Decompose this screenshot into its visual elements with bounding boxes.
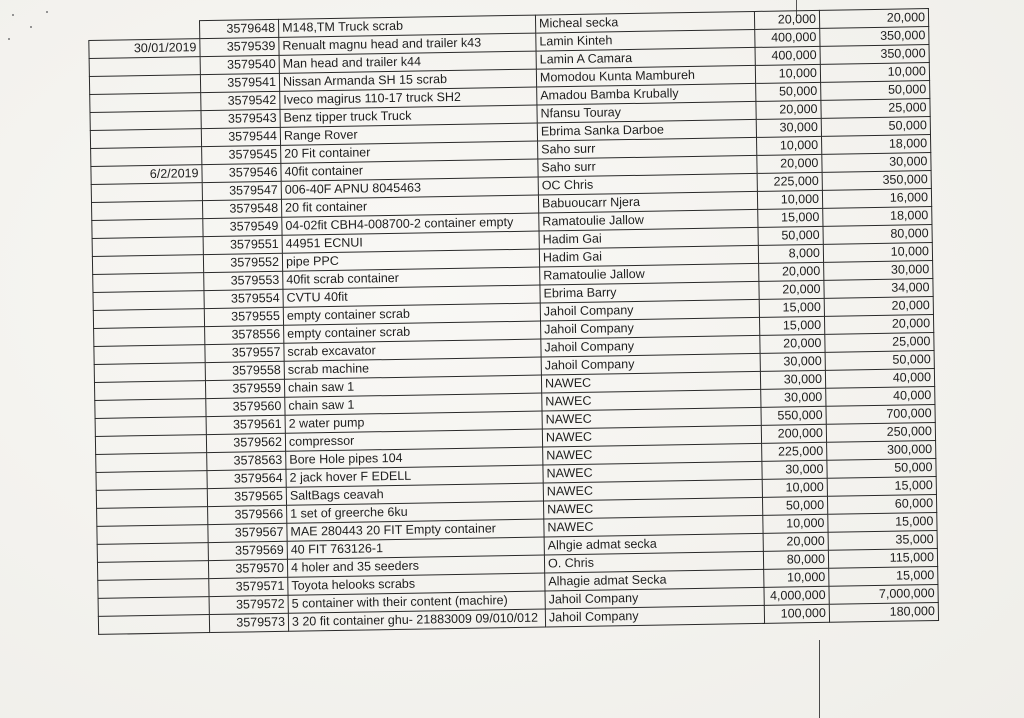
- row-date: [94, 327, 205, 347]
- row-description: 40fit container: [281, 159, 538, 181]
- row-date: [95, 435, 206, 455]
- row-description: pipe PPC: [282, 249, 539, 271]
- row-value-1: 20,000: [759, 262, 824, 281]
- row-description: MAE 280443 20 FIT Empty container: [287, 519, 544, 541]
- row-value-1: 200,000: [761, 424, 826, 443]
- row-number: 3579555: [204, 307, 283, 326]
- row-value-2: 15,000: [829, 566, 938, 586]
- row-value-2: 80,000: [823, 225, 932, 245]
- row-date: [93, 309, 204, 329]
- row-description: empty container scrab: [284, 321, 541, 343]
- row-value-1: 10,000: [763, 514, 828, 533]
- row-number: 3579561: [206, 415, 285, 434]
- row-number: 3579648: [199, 19, 278, 38]
- row-value-1: 20,000: [756, 100, 821, 119]
- row-value-2: 18,000: [821, 135, 930, 155]
- row-value-2: 34,000: [824, 279, 933, 299]
- row-number: 3579572: [209, 595, 288, 614]
- row-name: O. Chris: [544, 551, 763, 573]
- row-number: 3579571: [209, 577, 288, 596]
- row-name: NAWEC: [543, 479, 762, 501]
- row-value-2: 20,000: [824, 297, 933, 317]
- row-value-2: 30,000: [824, 261, 933, 281]
- row-date: [92, 255, 203, 275]
- row-name: NAWEC: [542, 407, 761, 429]
- row-number: 3579566: [208, 505, 287, 524]
- row-name: Ebrima Sanka Darboe: [537, 119, 756, 141]
- row-name: Ebrima Barry: [540, 281, 759, 303]
- row-name: NAWEC: [542, 389, 761, 411]
- row-name: Momodou Kunta Mambureh: [536, 65, 755, 87]
- row-value-2: 7,000,000: [829, 584, 938, 604]
- row-value-1: 8,000: [758, 244, 823, 263]
- row-number: 3579542: [201, 91, 280, 110]
- row-number: 3578556: [205, 325, 284, 344]
- row-date: 6/2/2019: [91, 165, 202, 185]
- row-number: 3579554: [204, 289, 283, 308]
- row-value-2: 50,000: [821, 117, 930, 137]
- row-number: 3579540: [200, 55, 279, 74]
- row-name: NAWEC: [543, 443, 762, 465]
- row-date: [90, 129, 201, 149]
- row-value-1: 30,000: [760, 352, 825, 371]
- row-date: [89, 21, 200, 41]
- row-value-2: 300,000: [827, 441, 936, 461]
- row-date: 30/01/2019: [89, 39, 200, 59]
- row-value-2: 50,000: [825, 351, 934, 371]
- row-value-2: 40,000: [825, 369, 934, 389]
- row-name: NAWEC: [544, 515, 763, 537]
- row-value-2: 40,000: [826, 387, 935, 407]
- row-description: 006-40F APNU 8045463: [281, 177, 538, 199]
- row-name: Amadou Bamba Krubally: [537, 83, 756, 105]
- row-number: 3579570: [208, 559, 287, 578]
- row-date: [92, 219, 203, 239]
- row-name: Jahoil Company: [541, 353, 760, 375]
- row-name: Nfansu Touray: [537, 101, 756, 123]
- row-number: 3579553: [204, 271, 283, 290]
- ledger-body: [89, 9, 939, 635]
- row-value-2: 350,000: [820, 27, 929, 47]
- row-number: 3579565: [207, 487, 286, 506]
- row-number: 3579543: [201, 109, 280, 128]
- row-date: [98, 597, 209, 617]
- row-date: [89, 57, 200, 77]
- row-value-2: 20,000: [824, 315, 933, 335]
- row-value-2: 700,000: [826, 405, 935, 425]
- row-value-1: 50,000: [756, 82, 821, 101]
- row-number: 3579546: [202, 163, 281, 182]
- row-number: 3579560: [206, 397, 285, 416]
- row-number: 3579541: [200, 73, 279, 92]
- row-description: 20 Fit container: [281, 141, 538, 163]
- row-date: [97, 507, 208, 527]
- row-description: 44951 ECNUI: [282, 231, 539, 253]
- row-value-1: 30,000: [760, 370, 825, 389]
- row-name: Jahoil Company: [540, 299, 759, 321]
- row-name: Jahoil Company: [545, 587, 764, 609]
- row-description: Renualt magnu head and trailer k43: [279, 33, 536, 55]
- row-description: Range Rover: [280, 123, 537, 145]
- row-value-2: 16,000: [822, 189, 931, 209]
- row-description: Benz tipper truck Truck: [280, 105, 537, 127]
- row-description: compressor: [285, 429, 542, 451]
- row-value-1: 20,000: [757, 154, 822, 173]
- row-name: Jahoil Company: [541, 317, 760, 339]
- row-description: 4 holer and 35 seeders: [287, 555, 544, 577]
- row-date: [91, 147, 202, 167]
- row-date: [91, 201, 202, 221]
- row-description: Toyota helooks scrabs: [288, 573, 545, 595]
- row-name: Micheal secka: [535, 11, 754, 33]
- row-date: [94, 363, 205, 383]
- row-date: [97, 525, 208, 545]
- row-name: Hadim Gai: [539, 227, 758, 249]
- row-value-2: 60,000: [827, 494, 936, 514]
- row-description: 2 jack hover F EDELL: [286, 465, 543, 487]
- row-description: 20 fit container: [281, 195, 538, 217]
- row-value-2: 350,000: [820, 45, 929, 65]
- row-value-2: 35,000: [828, 530, 937, 550]
- row-number: 3579549: [203, 217, 282, 236]
- row-number: 3579552: [203, 253, 282, 272]
- row-date: [91, 183, 202, 203]
- row-number: 3579559: [205, 379, 284, 398]
- row-number: 3579539: [200, 37, 279, 56]
- row-date: [92, 237, 203, 257]
- margin-line: [819, 640, 820, 718]
- row-number: 3579564: [207, 469, 286, 488]
- row-value-2: 10,000: [820, 63, 929, 83]
- row-description: 04-02fit CBH4-008700-2 container empty: [282, 213, 539, 235]
- row-date: [97, 561, 208, 581]
- row-value-1: 20,000: [760, 334, 825, 353]
- row-value-2: 25,000: [825, 333, 934, 353]
- row-value-2: 10,000: [823, 243, 932, 263]
- row-number: 3579544: [201, 127, 280, 146]
- row-number: 3579551: [203, 235, 282, 254]
- row-number: 3579573: [209, 613, 288, 632]
- row-value-1: 15,000: [759, 298, 824, 317]
- row-date: [98, 615, 209, 635]
- row-description: Man head and trailer k44: [279, 51, 536, 73]
- row-value-2: 50,000: [821, 81, 930, 101]
- row-date: [98, 579, 209, 599]
- row-value-1: 50,000: [758, 226, 823, 245]
- row-date: [93, 273, 204, 293]
- row-name: NAWEC: [541, 371, 760, 393]
- row-number: 3578563: [207, 451, 286, 470]
- row-value-2: 20,000: [819, 9, 928, 29]
- row-name: Saho surr: [538, 137, 757, 159]
- row-name: Saho surr: [538, 155, 757, 177]
- row-number: 3579547: [202, 181, 281, 200]
- row-value-1: 100,000: [764, 604, 829, 623]
- row-value-1: 15,000: [758, 208, 823, 227]
- row-value-1: 10,000: [755, 64, 820, 83]
- row-value-1: 20,000: [759, 280, 824, 299]
- row-description: 1 set of greerche 6ku: [287, 501, 544, 523]
- row-value-2: 180,000: [829, 602, 938, 622]
- row-value-1: 550,000: [761, 406, 826, 425]
- row-value-1: 4,000,000: [764, 586, 829, 605]
- row-number: 3579567: [208, 523, 287, 542]
- row-description: M148,TM Truck scrab: [278, 15, 535, 37]
- row-date: [93, 291, 204, 311]
- row-value-1: 20,000: [754, 10, 819, 29]
- row-description: scrab machine: [284, 357, 541, 379]
- row-name: NAWEC: [544, 497, 763, 519]
- row-value-2: 18,000: [823, 207, 932, 227]
- row-description: chain saw 1: [284, 375, 541, 397]
- row-name: Alhgie admat secka: [544, 533, 763, 555]
- row-date: [90, 93, 201, 113]
- row-date: [95, 399, 206, 419]
- row-number: 3579545: [202, 145, 281, 164]
- ledger-table: [88, 8, 939, 635]
- row-value-2: 50,000: [827, 459, 936, 479]
- row-value-1: 10,000: [762, 478, 827, 497]
- row-description: Iveco magirus 110-17 truck SH2: [280, 87, 537, 109]
- row-name: Hadim Gai: [539, 245, 758, 267]
- row-value-2: 25,000: [821, 99, 930, 119]
- row-value-2: 15,000: [827, 477, 936, 497]
- row-value-2: 30,000: [822, 153, 931, 173]
- row-description: scrab excavator: [284, 339, 541, 361]
- row-value-1: 15,000: [759, 316, 824, 335]
- row-description: Bore Hole pipes 104: [286, 447, 543, 469]
- row-value-1: 400,000: [755, 46, 820, 65]
- row-value-1: 30,000: [761, 388, 826, 407]
- row-description: 5 container with their content (machire): [288, 591, 545, 613]
- row-name: Jahoil Company: [541, 335, 760, 357]
- row-description: 40fit scrab container: [283, 267, 540, 289]
- row-value-1: 10,000: [757, 136, 822, 155]
- row-description: empty container scrab: [283, 303, 540, 325]
- row-name: Jahoil Company: [545, 605, 764, 627]
- row-date: [89, 75, 200, 95]
- row-value-1: 225,000: [762, 442, 827, 461]
- row-date: [96, 453, 207, 473]
- row-name: OC Chris: [538, 173, 757, 195]
- row-name: Babuoucarr Njera: [538, 191, 757, 213]
- row-date: [94, 345, 205, 365]
- row-date: [97, 543, 208, 563]
- row-name: Ramatoulie Jallow: [539, 209, 758, 231]
- row-value-1: 10,000: [757, 190, 822, 209]
- row-number: 3579557: [205, 343, 284, 362]
- row-date: [95, 417, 206, 437]
- row-value-2: 15,000: [828, 512, 937, 532]
- row-value-1: 400,000: [755, 28, 820, 47]
- row-description: 2 water pump: [285, 411, 542, 433]
- row-value-1: 20,000: [763, 532, 828, 551]
- row-number: 3579569: [208, 541, 287, 560]
- row-description: Nissan Armanda SH 15 scrab: [279, 69, 536, 91]
- row-value-2: 250,000: [826, 423, 935, 443]
- row-value-2: 115,000: [828, 548, 937, 568]
- row-number: 3579558: [205, 361, 284, 380]
- row-name: NAWEC: [543, 461, 762, 483]
- row-value-1: 30,000: [762, 460, 827, 479]
- row-date: [96, 471, 207, 491]
- row-number: 3579562: [206, 433, 285, 452]
- row-name: Alhagie admat Secka: [545, 569, 764, 591]
- row-description: 3 20 fit container ghu- 21883009 09/010/012: [288, 609, 545, 631]
- row-name: Ramatoulie Jallow: [540, 263, 759, 285]
- row-description: SaltBags ceavah: [286, 483, 543, 505]
- ledger-sheet: [88, 8, 939, 635]
- row-name: NAWEC: [542, 425, 761, 447]
- row-date: [90, 111, 201, 131]
- row-date: [96, 489, 207, 509]
- row-value-1: 30,000: [756, 118, 821, 137]
- row-description: CVTU 40fit: [283, 285, 540, 307]
- row-value-1: 225,000: [757, 172, 822, 191]
- row-value-1: 80,000: [763, 550, 828, 569]
- row-value-1: 50,000: [762, 496, 827, 515]
- row-description: 40 FIT 763126-1: [287, 537, 544, 559]
- row-value-2: 350,000: [822, 171, 931, 191]
- row-value-1: 10,000: [764, 568, 829, 587]
- row-name: Lamin A Camara: [536, 47, 755, 69]
- row-date: [94, 381, 205, 401]
- row-description: chain saw 1: [285, 393, 542, 415]
- row-number: 3579548: [202, 199, 281, 218]
- row-name: Lamin Kinteh: [536, 29, 755, 51]
